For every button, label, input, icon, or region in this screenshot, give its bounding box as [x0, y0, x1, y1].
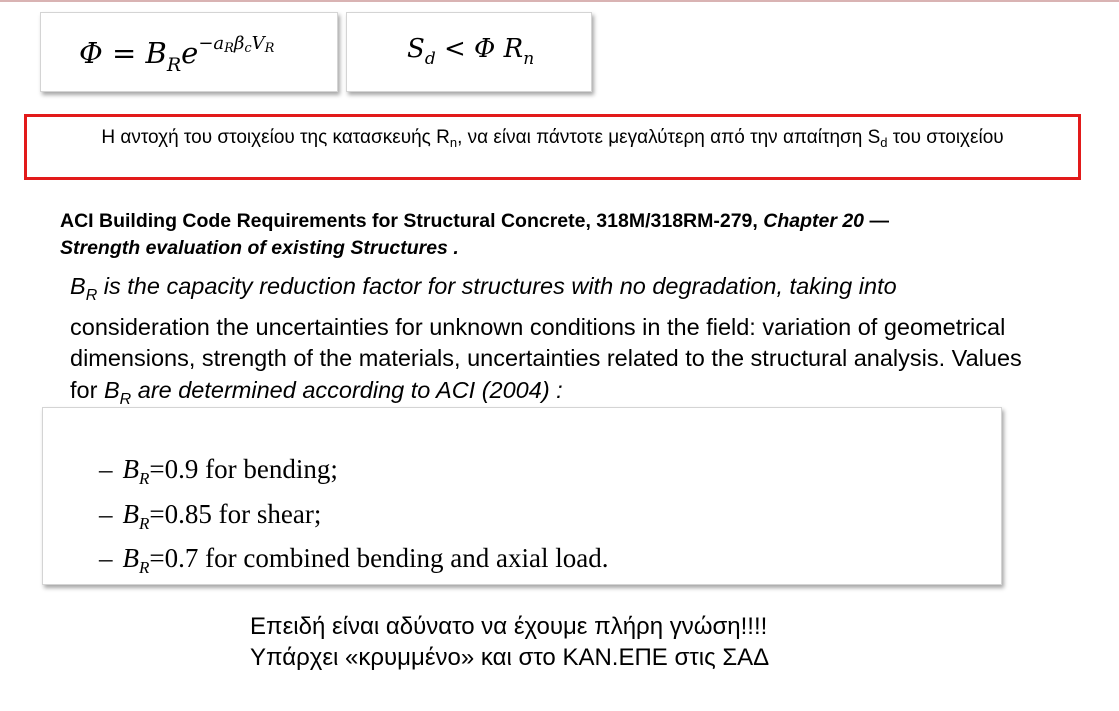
br-values-list — [99, 452, 609, 586]
phi-equation: $\Phi = B_Re^{-a_R\beta_cV_R}$ — [79, 33, 275, 76]
closing-line-2: Υπάρχει «κρυμμένο» και στο ΚΑΝ.ΕΠΕ στις ΣΑΔ — [250, 644, 770, 671]
inequality-box — [346, 12, 592, 92]
closing-note — [250, 611, 769, 673]
br-values-box — [42, 407, 1002, 585]
br-description: $B_R$ is the capacity reduction factor for structures with no degradation, taking into consideration the uncertainties for unknown conditions in the field: variation of geometrical dimensions, strength of the materials, uncertainties related to the structural analysis. Values for $B_R$ are determined according to ACI (2004) : — [70, 273, 1022, 408]
list-item: – $B_R=0.9$ for bending; — [99, 454, 338, 488]
closing-line-1: Επειδή είναι αδύνατο να έχουμε πλήρη γνώση!!!! — [250, 613, 768, 640]
list-item: – $B_R=0.7$ for combined bending and axial load. — [99, 543, 609, 577]
aci-reference: ACI Building Code Requirements for Structural Concrete, 318M/318RM-279, Chapter 20 — Strength evaluation of existing Structures . — [60, 210, 889, 259]
top-rule — [0, 0, 1119, 2]
highlight-statement: Η αντοχή του στοιχείου της κατασκευής $R_n$, να είναι πάντοτε μεγαλύτερη από την απαίτηση $S_d$ του στοιχείου — [24, 114, 1081, 180]
inequality-equation: $S_d < \Phi$ $R_n$ — [407, 34, 535, 69]
list-item: – $B_R=0.85$ for shear; — [99, 498, 322, 533]
phi-equation-box — [40, 12, 338, 92]
